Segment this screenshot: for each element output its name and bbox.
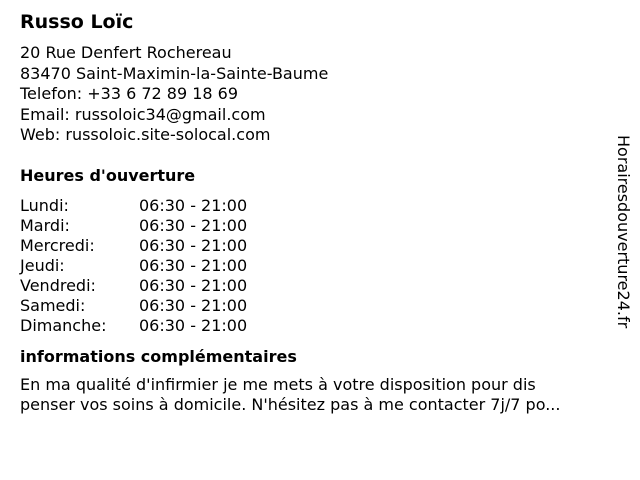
info-heading: informations complémentaires bbox=[20, 346, 297, 366]
hours-time: 06:30 - 21:00 bbox=[139, 195, 248, 215]
hours-heading: Heures d'ouverture bbox=[20, 165, 196, 185]
hours-row bbox=[20, 276, 247, 296]
address-city: 83470 Saint-Maximin-la-Sainte-Baume bbox=[20, 63, 329, 83]
hours-table bbox=[20, 196, 247, 336]
info-line-1: En ma qualité d'infirmier je me mets à votre disposition pour dis bbox=[20, 374, 536, 394]
address-street: 20 Rue Denfert Rochereau bbox=[20, 43, 232, 62]
web-line: Web: russoloic.site-solocal.com bbox=[20, 125, 271, 144]
hours-time: 06:30 - 21:00 bbox=[139, 215, 248, 235]
contact-block bbox=[20, 43, 610, 146]
hours-time: 06:30 - 21:00 bbox=[139, 235, 248, 255]
email-line: Email: russoloic34@gmail.com bbox=[20, 104, 266, 124]
info-line-2: penser vos soins à domicile. N'hésitez pas à me contacter 7j/7 po... bbox=[20, 394, 561, 414]
hours-row bbox=[20, 216, 247, 236]
hours-row bbox=[20, 256, 247, 276]
business-name: Russo Loïc bbox=[20, 11, 134, 33]
hours-time: 06:30 - 21:00 bbox=[139, 295, 248, 315]
hours-time: 06:30 - 21:00 bbox=[139, 315, 248, 335]
hours-row bbox=[20, 296, 247, 316]
site-watermark: Horairesdouverture24.fr bbox=[614, 135, 633, 329]
hours-day: Jeudi: bbox=[20, 255, 65, 275]
hours-row bbox=[20, 236, 247, 256]
business-card bbox=[20, 10, 610, 415]
hours-day: Dimanche: bbox=[20, 315, 107, 335]
hours-day: Mercredi: bbox=[20, 235, 95, 255]
phone-line: Telefon: +33 6 72 89 18 69 bbox=[20, 84, 239, 103]
hours-time: 06:30 - 21:00 bbox=[139, 255, 248, 275]
hours-day: Mardi: bbox=[20, 215, 70, 235]
info-description bbox=[20, 375, 620, 415]
hours-time: 06:30 - 21:00 bbox=[139, 275, 248, 295]
hours-row bbox=[20, 196, 247, 216]
hours-day: Samedi: bbox=[20, 295, 86, 315]
hours-day: Lundi: bbox=[20, 195, 69, 215]
hours-row bbox=[20, 316, 247, 336]
hours-day: Vendredi: bbox=[20, 275, 96, 295]
